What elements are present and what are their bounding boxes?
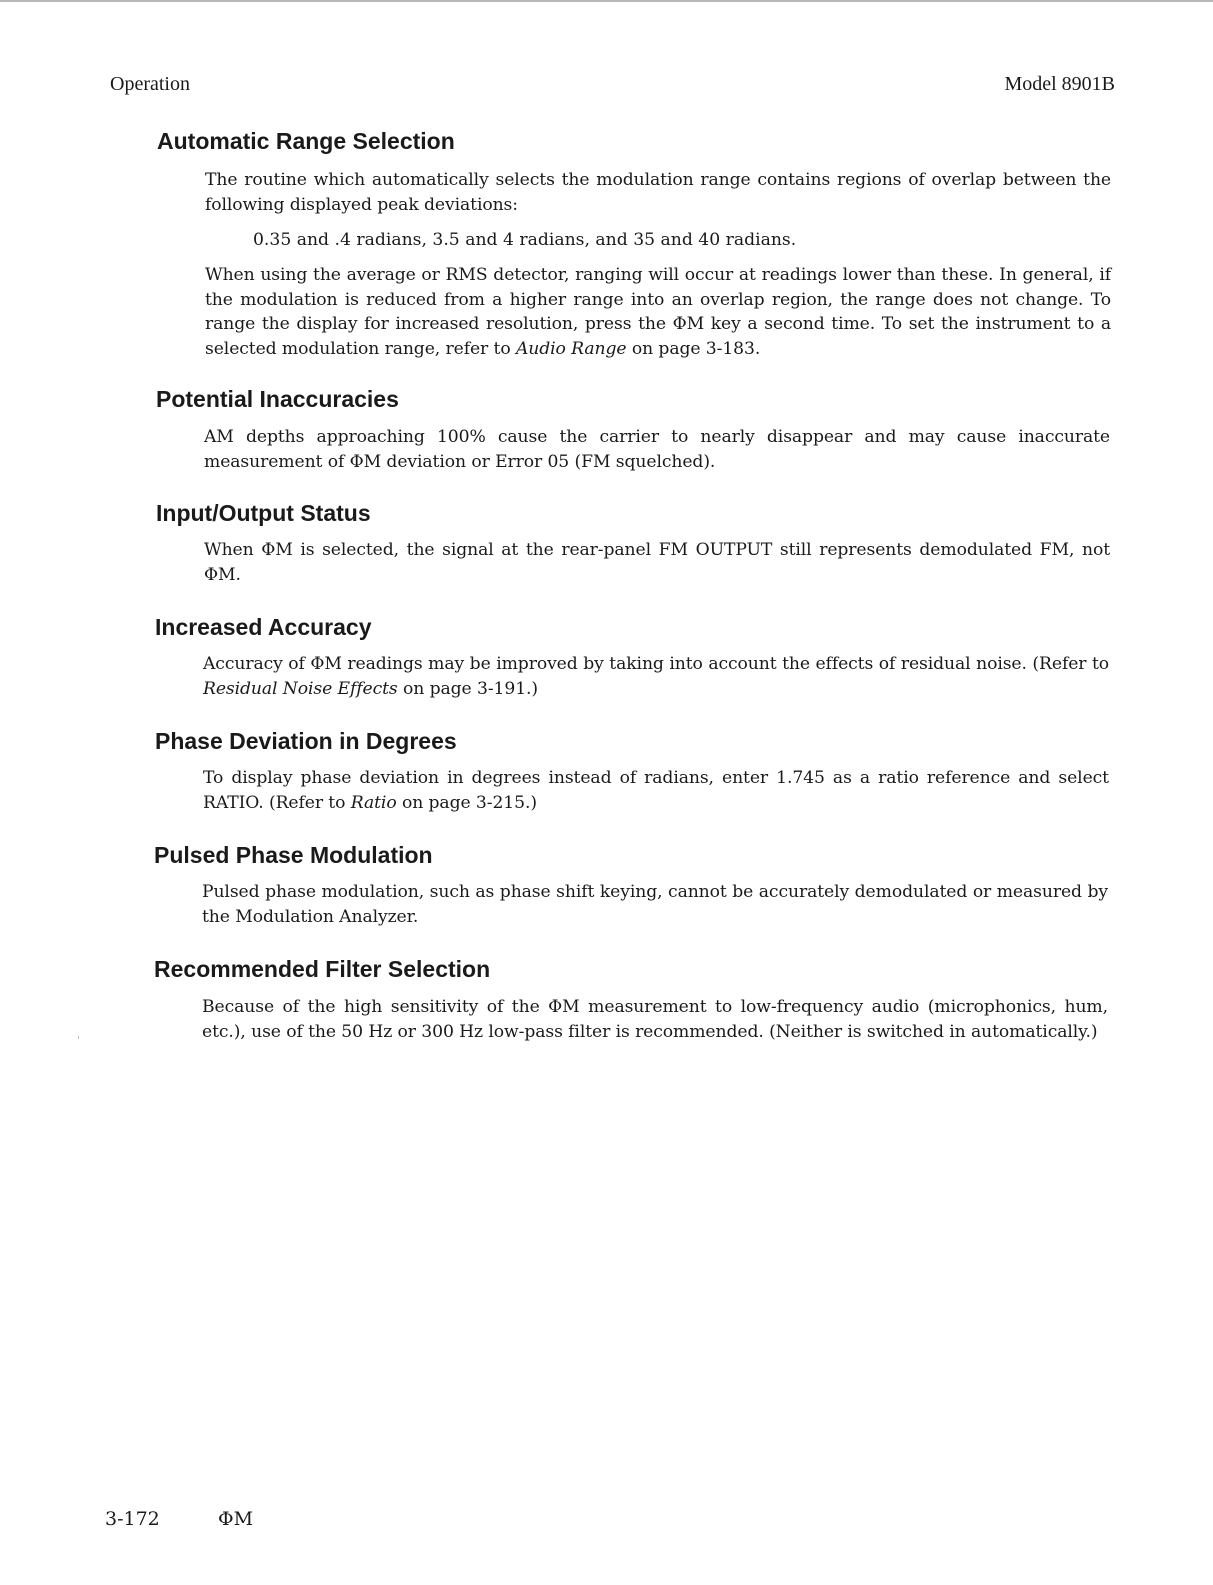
ranging-explanation-paragraph: [205, 263, 1111, 361]
section-body-pulsed-phase-modulation: Pulsed phase modulation, such as phase shift keying, cannot be accurately demodulated or measured by the Modulation Analyzer.: [202, 882, 1108, 927]
cross-reference-page-residual-noise: on page 3-191.): [397, 678, 539, 699]
cross-reference-page-audio-range: on page 3-183.: [626, 338, 761, 359]
section-body-phase-deviation-in-degrees: [203, 766, 1109, 815]
section-title-input-output-status: Input/Output Status: [156, 500, 371, 526]
section-body-automatic-range-selection: The routine which automatically selects the modulation range contains regions of overlap between the following displayed peak deviations:: [205, 170, 1111, 215]
cross-reference-page-ratio: on page 3-215.): [396, 792, 537, 813]
cross-reference-residual-noise-effects: Residual Noise Effects: [203, 678, 398, 699]
phase-deviation-text: To display phase deviation in degrees instead of radians, enter 1.745 as a ratio reference and select RATIO. (Refer to: [203, 768, 1109, 813]
section-title-recommended-filter-selection: Recommended Filter Selection: [154, 956, 491, 982]
peak-deviation-overlap-list: 0.35 and .4 radians, 3.5 and 4 radians, and 35 and 40 radians.: [253, 230, 797, 250]
running-head-left: Operation: [110, 73, 190, 95]
section-title-increased-accuracy: Increased Accuracy: [155, 614, 372, 640]
section-body-potential-inaccuracies: AM depths approaching 100% cause the carrier to nearly disappear and may cause inaccurate measurement of ΦM deviation or Error 05 (FM squelched).: [204, 427, 1110, 472]
top-border-rule: [0, 0, 1213, 2]
running-head-right: Model 8901B: [1004, 73, 1115, 95]
section-title-automatic-range-selection: Automatic Range Selection: [157, 128, 455, 154]
section-body-increased-accuracy: [203, 652, 1109, 701]
scan-speck: [78, 1036, 79, 1039]
section-title-potential-inaccuracies: Potential Inaccuracies: [156, 386, 399, 412]
cross-reference-ratio: Ratio: [350, 792, 397, 813]
section-title-phase-deviation-in-degrees: Phase Deviation in Degrees: [155, 728, 457, 754]
page-number: 3-172: [105, 1508, 160, 1530]
section-body-recommended-filter-selection: Because of the high sensitivity of the ΦM measurement to low-frequency audio (microphonics, hum, etc.), use of the 50 Hz or 300 Hz low-pass filter is recommended. (Neither is switched in automatically.): [202, 997, 1108, 1042]
footer-topic: ΦM: [218, 1508, 254, 1530]
ranging-explanation-text: When using the average or RMS detector, ranging will occur at readings lower than these. In general, if the modulation is reduced from a higher range into an overlap region, the range does not change. To range the display for increased resolution, press the ΦM key a second time. To set the instrument to a selected modulation range, refer to: [205, 265, 1111, 359]
increased-accuracy-text: Accuracy of ΦM readings may be improved by taking into account the effects of residual noise. (Refer to: [203, 654, 1109, 674]
section-title-pulsed-phase-modulation: Pulsed Phase Modulation: [154, 842, 433, 868]
section-body-input-output-status: When ΦM is selected, the signal at the rear-panel FM OUTPUT still represents demodulated FM, not ΦM.: [204, 540, 1110, 585]
cross-reference-audio-range: Audio Range: [515, 338, 627, 359]
